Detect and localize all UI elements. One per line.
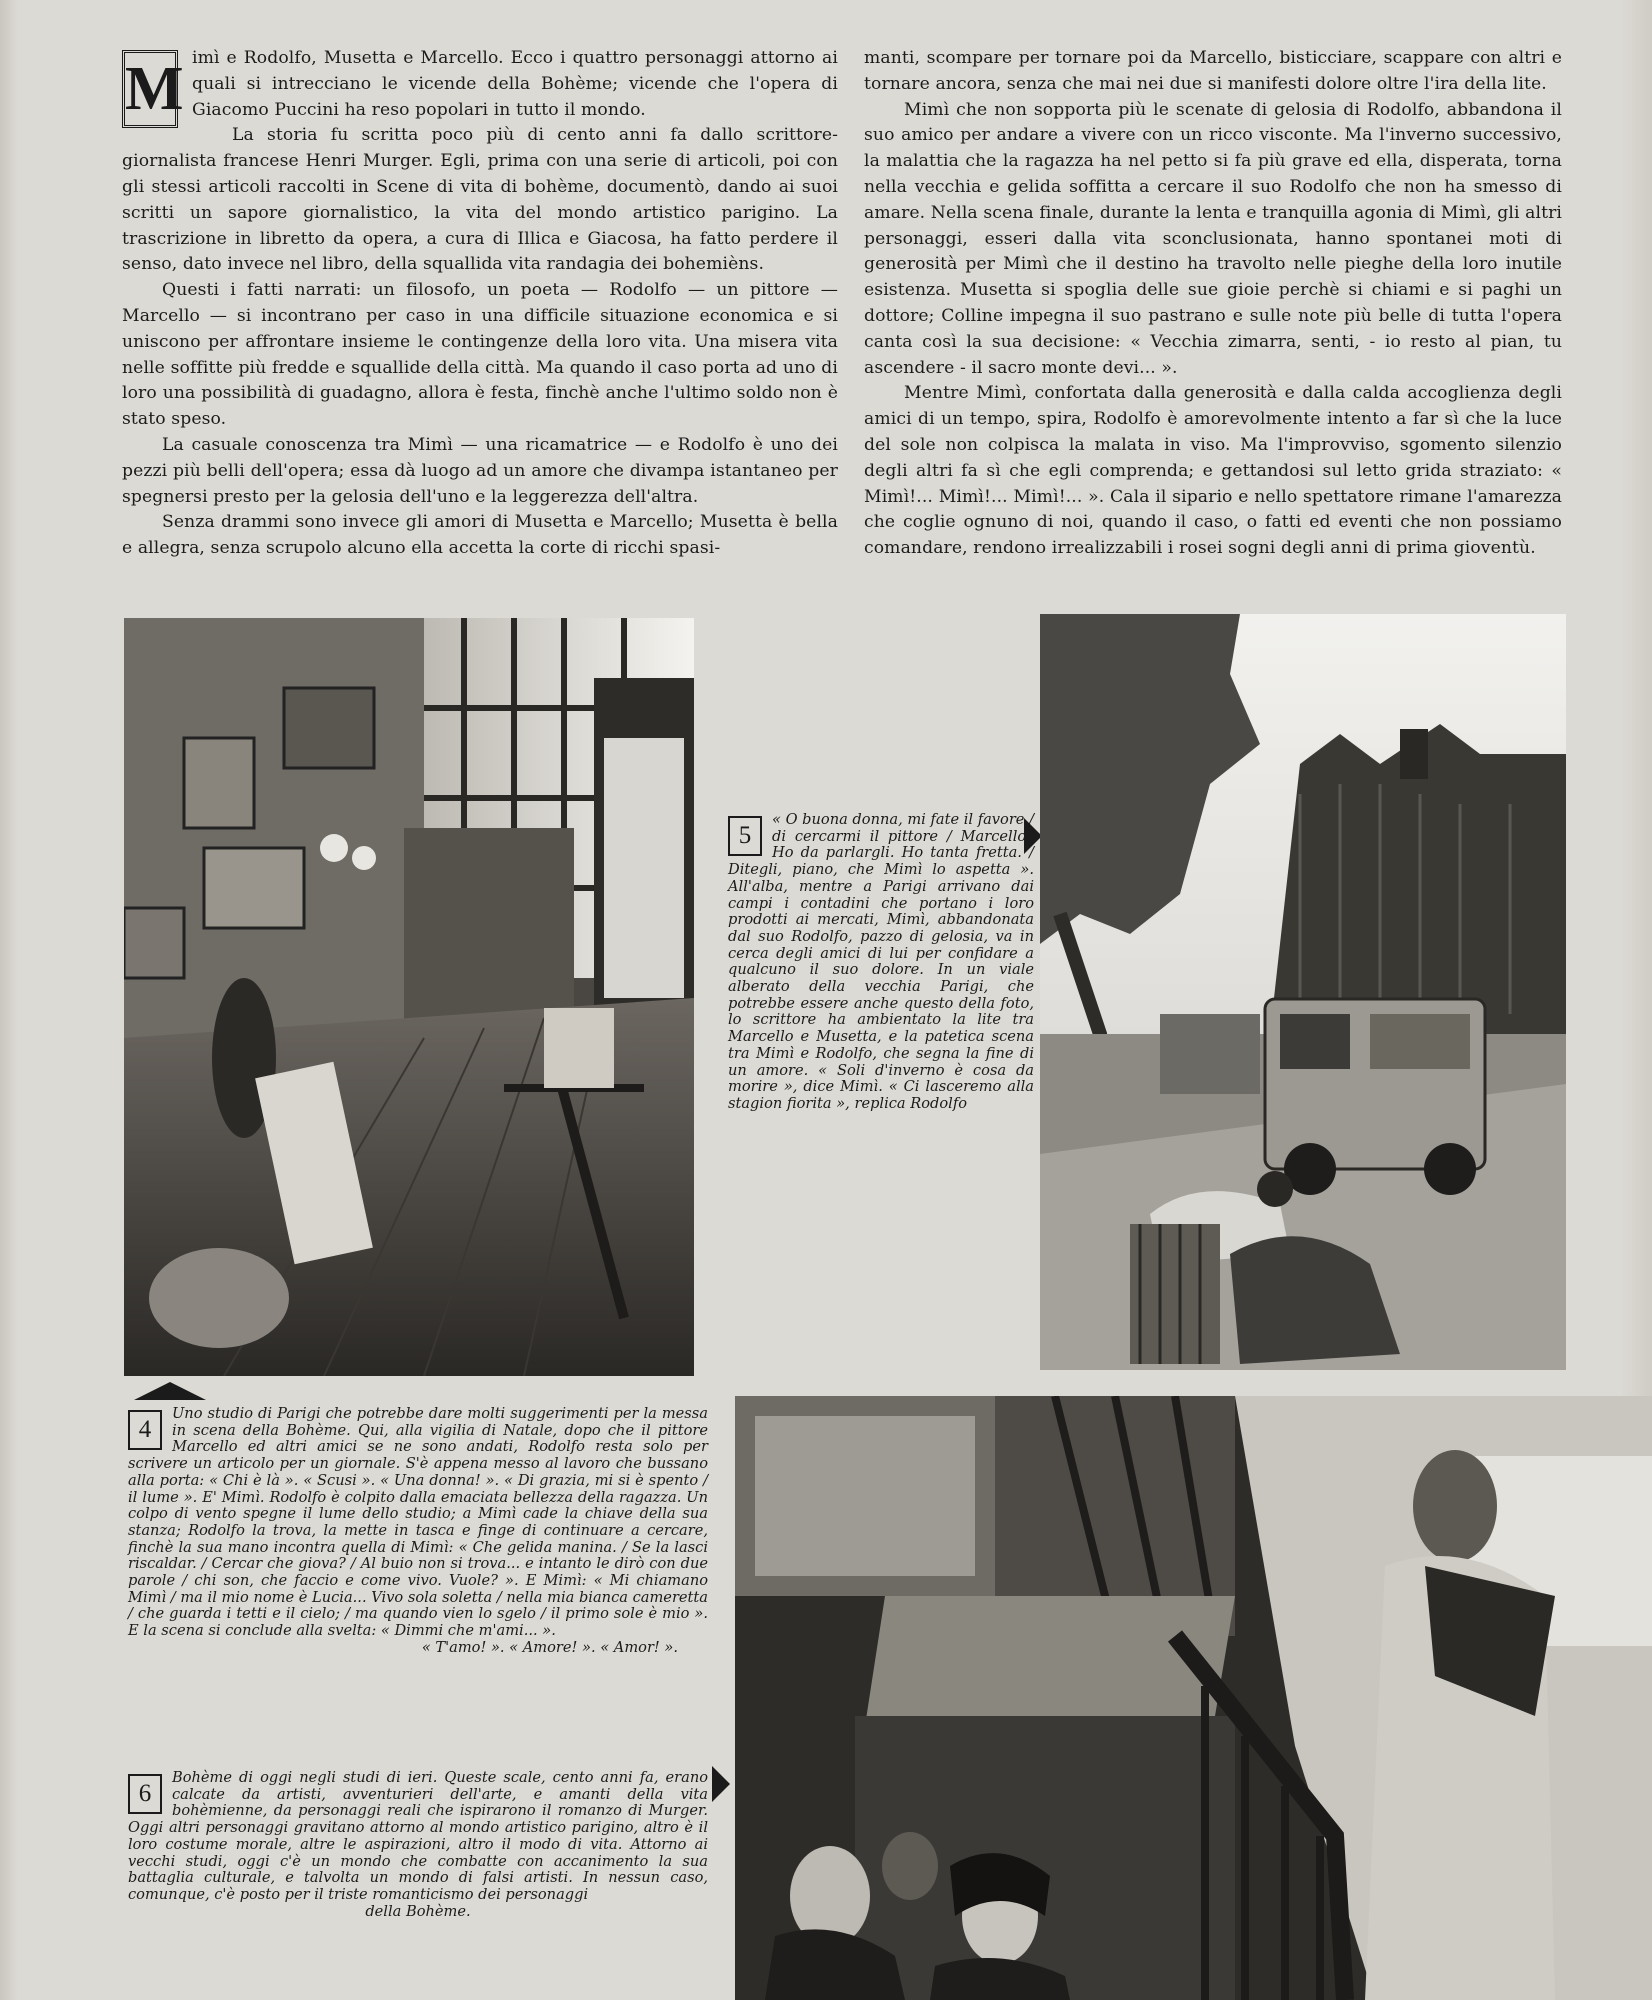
article-column-left: [122, 46, 838, 562]
article-paragraph-3: Questi i fatti narrati: un filosofo, un poeta — Rodolfo — un pittore — Marcello — si incontrano per caso in una difficile situazione economica e si uniscono per affrontare insieme le contingenze della loro vita. Una misera vita nelle soffitte più fredde e squallide della città. Ma quando il caso porta ad uno di loro una possibilità di guadagno, allora è festa, finchè anche l'ultimo soldo non è stato speso.: [122, 280, 838, 430]
article-paragraph-1: M imì e Rodolfo, Musetta e Marcello. Ecco i quattro personaggi attorno ai quali si intrecciano le vicende della Bohème; vicende che l'opera di Giacomo Puccini ha reso popolari in tutto il mondo.: [122, 46, 838, 123]
article-column-right: [864, 46, 1562, 562]
caption-5-text: « O buona donna, mi fate il favore / di cercarmi il pittore / Marcello? Ho da parlargli. Ho tanta fretta. / Ditegli, piano, che Mimì lo aspetta ». All'alba, mentre a Parigi arrivano dai campi i contadini che portano i loro prodotti ai mercati, Mimì, abbandonata dal suo Rodolfo, pazzo di gelosia, va in cerca degli amici di lui per confidare a qualcuno il suo dolore. In un viale alberato della vecchia Parigi, che potrebbe essere anche questo della foto, lo scrittore ha ambientato la lite tra Marcello e Musetta, e la patetica scena tra Mimì e Rodolfo, che segna la fine di un amore. « Soli d'inverno è cosa da morire », dice Mimì. « Ci lasceremo alla stagion fiorita », replica Rodolfo: [728, 811, 1035, 1112]
article-paragraph-5: Senza drammi sono invece gli amori di Musetta e Marcello; Musetta è bella e allegra, senza scrupolo alcuno ella accetta la corte di ricchi spasi-: [122, 512, 838, 559]
caption-6-end: della Bohème.: [365, 1902, 471, 1920]
caption-number-4: 4: [128, 1410, 162, 1450]
artist-studio-photo: [124, 618, 694, 1376]
article-paragraph-2: La storia fu scritta poco più di cento anni fa dallo scrittore-giornalista francese Henri Murger. Egli, prima con una serie di articoli, poi con gli stessi articoli raccolti in Scene di vita di bohème, documentò, dando ai suoi scritti un sapore giornalistico, la vita del mondo artistico parigino. La trascrizione in libretto da opera, a cura di Illica e Giacosa, ha fatto perdere il senso, dato invece nel libro, della squallida vita randagia dei bohemièns.: [122, 125, 838, 275]
article-paragraph-6: manti, scompare per tornare poi da Marcello, bisticciare, scappare con altri e tornare ancora, senza che mai nei due si manifesti dolore oltre l'ira della lite.: [864, 48, 1562, 94]
article-paragraph-4: La casuale conoscenza tra Mimì — una ricamatrice — e Rodolfo è uno dei pezzi più belli dell'opera; essa dà luogo ad un amore che divampa istantaneo per spegnersi presto per la gelosia dell'uno e la leggerezza dell'altra.: [122, 434, 838, 507]
caption-5: [728, 812, 1034, 1113]
drop-cap: M: [122, 50, 178, 128]
caption-6-text: Bohème di oggi negli studi di ieri. Queste scale, cento anni fa, erano calcate da artisti, avventurieri dell'arte, e amanti della vita bohèmienne, da personaggi reali che ispirarono il romanzo di Murger. Oggi altri personaggi gravitano attorno al mondo artistico parigino, altro è il loro costume morale, altre le aspirazioni, altro il modo di vita. Attorno ai vecchi studi, oggi c'è un mondo che combatte con accanimento la sua battaglia culturale, e talvolta un mondo di falsi artisti. In nessun caso, comunque, c'è posto per il triste romanticismo dei personaggi: [128, 1769, 708, 1903]
paris-street-church-photo: [1040, 614, 1566, 1370]
staircase-people-photo: [735, 1396, 1652, 2000]
caption-4-end: « T'amo! ». « Amore! ». « Amor! ».: [421, 1638, 678, 1656]
arrow-up-icon: [134, 1382, 206, 1400]
article-paragraph-8: Mentre Mimì, confortata dalla generosità e dalla calda accoglienza degli amici di un tempo, spira, Rodolfo è amorevolmente intento a far sì che la luce del sole non colpisca la malata in viso. Ma l'improvviso, sgomento silenzio degli altri fa sì che egli comprenda; e gettandosi sul letto grida straziato: « Mimì!... Mimì!... Mimì!... ». Cala il sipario e nello spettatore rimane l'amarezza che coglie ognuno di noi, quando il caso, o fatti ed eventi che non possiamo comandare, rendono irrealizzabili i rosei sogni degli anni di prima gioventù.: [864, 383, 1562, 559]
caption-4: [128, 1406, 708, 1657]
article-paragraph-7: Mimì che non sopporta più le scenate di gelosia di Rodolfo, abbandona il suo amico per andare a vivere con un ricco visconte. Ma l'inverno successivo, la malattia che la ragazza ha nel petto si fa più grave ed ella, disperata, torna nella vecchia e gelida soffitta a cercare il suo Rodolfo che non ha smesso di amare. Nella scena finale, durante la lenta e tranquilla agonia di Mimì, gli altri personaggi, esseri dalla vita sconclusionata, hanno spontanei moti di generosità per Mimì che il destino ha travolto nelle pieghe della loro inutile esistenza. Musetta si spoglia delle sue gioie perchè si chiami e si paghi un dottore; Colline impegna il suo pastrano e sulle note più belle di tutta l'opera canta così la sua decisione: « Vecchia zimarra, senti, - io resto al pian, tu ascendere - il sacro monte devi... ».: [864, 99, 1562, 378]
caption-number-6: 6: [128, 1774, 162, 1814]
arrow-right-icon: [712, 1766, 730, 1802]
caption-number-5: 5: [728, 816, 762, 856]
caption-6: [128, 1770, 708, 1920]
caption-4-text: Uno studio di Parigi che potrebbe dare molti suggerimenti per la messa in scena della Bohème. Qui, alla vigilia di Natale, dopo che il pittore Marcello ed altri amici se ne sono andati, Rodolfo resta solo per scrivere un articolo per un giornale. S'è appena messo al lavoro che bussano alla porta: « Chi è là ». « Scusi ». « Una donna! ». « Di grazia, mi si è spento / il lume ». E' Mimì. Rodolfo è colpito dalla emaciata bellezza della ragazza. Un colpo di vento spegne il lume dello studio; a Mimì cade la chiave della sua stanza; Rodolfo la trova, la mette in tasca e finge di continuare a cercare, finchè la sua mano incontra quella di Mimì: « Che gelida manina. / Se la lasci riscaldar. / Cercar che giova? / Al buio non si trova... e intanto le dirò con due parole / chi son, che faccio e come vivo. Vuole? ». E Mimì: « Mi chiamano Mimì / ma il mio nome è Lucia... Vivo sola soletta / nella mia bianca cameretta / che guarda i tetti e il cielo; / ma quando vien lo sgelo / il primo sole è mio ». E la scena si conclude alla svelta: « Dimmi che m'ami... ».: [128, 1405, 708, 1640]
